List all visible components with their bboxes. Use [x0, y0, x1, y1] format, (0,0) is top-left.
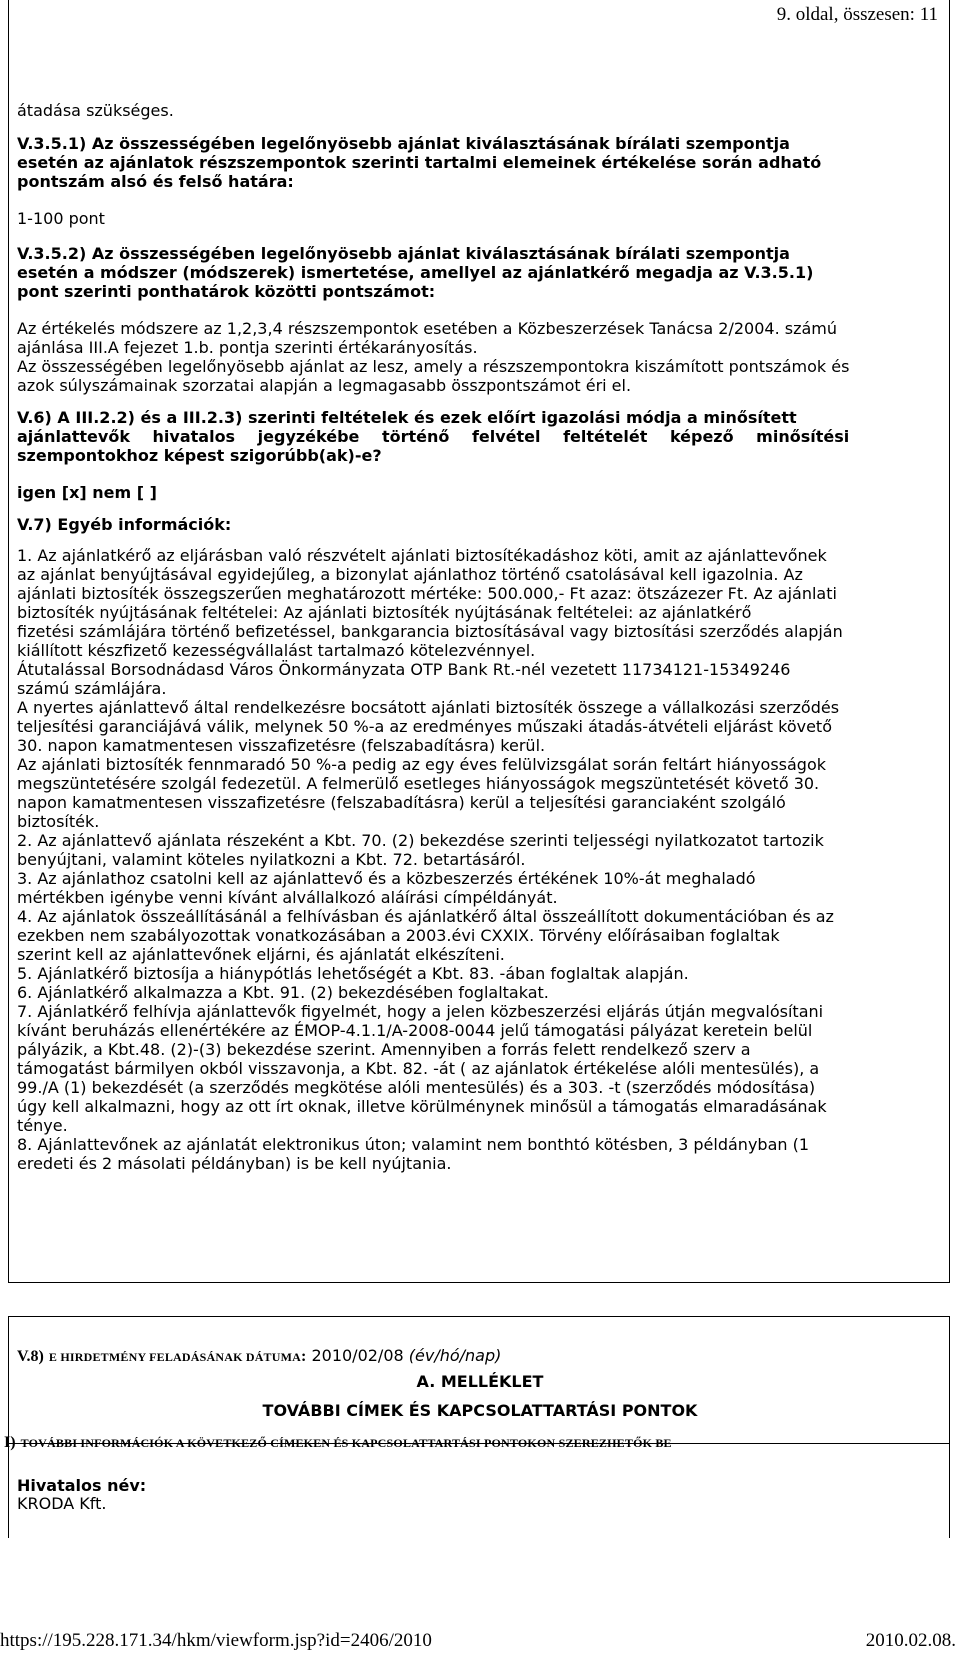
v351-answer: 1-100 pont — [17, 209, 105, 228]
v352-answer-line: Az összességében legelőnyösebb ajánlat az lesz, amely a részszempontokra kiszámított pontszámok és — [17, 357, 850, 376]
v7-line: napon kamatmentesen visszafizetésre (felszabadításra) kerül a teljesítési garanciaként szolgáló — [17, 793, 786, 812]
v352-line: V.3.5.2) Az összességében legelőnyösebb ajánlat kiválasztásának bírálati szempontja — [17, 244, 790, 263]
v6-question — [17, 408, 937, 465]
v7-line: teljesítési garanciájává válik, melynek 50 %-a az eredményes műszaki átadás-átvételi eljárást követő — [17, 717, 832, 736]
v7-line: fizetési számlájára történő befizetéssel, bankgarancia biztosításával vagy biztosítási szerződés alapján — [17, 622, 843, 641]
v7-line: A nyertes ajánlattevő által rendelkezésre bocsátott ajánlati biztosíték összege a vállalkozási szerződés — [17, 698, 840, 717]
v7-line: 2. Az ajánlattevő ajánlata részeként a Kbt. 70. (2) bekezdése szerinti teljességi nyilatkozatot tartozik — [17, 831, 824, 850]
v8-colon: : — [301, 1348, 307, 1365]
v7-line: pályázik, a Kbt.48. (2)-(3) bekezdése szerint. Amennyiben a forrás felett rendelkező szerv a — [17, 1040, 751, 1059]
v351-line: pontszám alsó és felső határa: — [17, 172, 294, 191]
v7-title: V.7) Egyéb információk: — [17, 515, 232, 534]
v7-line: 4. Az ajánlatok összeállításánál a felhívásban és ajánlatkérő által összeállított dokumentációban és az — [17, 907, 834, 926]
v352-line: esetén a módszer (módszerek) ismertetése, amellyel az ajánlatkérő megadja az V.3.5.1) — [17, 263, 814, 282]
v7-line: Az ajánlati biztosíték fennmaradó 50 %-a pedig az egy éves felülvizsgálat során feltárt hiányosságok — [17, 755, 827, 774]
v7-line: kiállított készfizető kezességvállalást tartalmazó kötelezvénnyel. — [17, 641, 536, 660]
v351-line: esetén az ajánlatok részszempontok szerinti tartalmi elemeinek értékelése során adható — [17, 153, 822, 172]
v6-line: ajánlattevők hivatalos jegyzékébe történő felvétel feltételét képező minősítési — [17, 427, 850, 446]
intro-text: átadása szükséges. — [17, 101, 174, 120]
v7-line: 8. Ajánlattevőnek az ajánlatát elektronikus úton; valamint nem bonthtó kötésben, 3 példányban (1 — [17, 1135, 810, 1154]
annex-i-label: TOVÁBBI INFORMÁCIÓK A KÖVETKEZŐ CÍMEKEN ÉS KAPCSOLATTARTÁSI PONTOKON SZEREZHETŐK BE — [20, 1436, 672, 1450]
v7-line: 30. napon kamatmentesen visszafizetésre (felszabadításra) kerül. — [17, 736, 546, 755]
v7-line: megszüntetésére szolgál fedezetül. A felmerülő esetleges hiányosságok megszüntetését követő 30. — [17, 774, 820, 793]
v7-line: szerint kell az ajánlattevőnek eljárni, és ajánlatát elkészíteni. — [17, 945, 505, 964]
v8-label: E HIRDETMÉNY FELADÁSÁNAK DÁTUMA — [48, 1350, 302, 1364]
v7-line: ténye. — [17, 1116, 68, 1135]
v8-line — [17, 1346, 937, 1367]
v7-line: Átutalással Borsodnádasd Város Önkormányzata OTP Bank Rt.-nél vezetett 11734121-15349246 — [17, 660, 791, 679]
v7-line: ajánlati biztosíték összegszerűen meghatározott mértéke: 500.000,- Ft azaz: ötszázezer Ft. Az ajánlati — [17, 584, 837, 603]
v352-answer — [17, 319, 937, 395]
v7-line: az ajánlat benyújtásával egyidejűleg, a bizonylat ajánlathoz történő csatolásával kell igazolnia. Az — [17, 565, 803, 584]
v7-line: mértékben igénybe venni kívánt alvállalkozó aláírási címpéldányát. — [17, 888, 558, 907]
v7-line: kívánt beruházás ellenértékére az ÉMOP-4.1.1/A-2008-0044 jelű támogatási pályázat keretein belül — [17, 1021, 813, 1040]
v352-answer-line: Az értékelés módszere az 1,2,3,4 részszempontok esetében a Közbeszerzések Tanácsa 2/2004. számú — [17, 319, 837, 338]
v8-date: 2010/02/08 — [311, 1346, 404, 1365]
v8-format: (év/hó/nap) — [408, 1346, 502, 1365]
v6-answer: igen [x] nem [ ] — [17, 483, 157, 502]
page-number-header: 9. oldal, összesen: 11 — [776, 4, 938, 25]
v352-answer-line: ajánlása III.A fejezet 1.b. pontja szerinti értékarányosítás. — [17, 338, 478, 357]
v351-line: V.3.5.1) Az összességében legelőnyösebb ajánlat kiválasztásának bírálati szempontja — [17, 134, 790, 153]
v352-line: pont szerinti ponthatárok közötti pontszámot: — [17, 282, 436, 301]
v7-line: biztosíték nyújtásának feltételei: Az ajánlati biztosíték nyújtásának feltételei: az ajánlatkérő — [17, 603, 752, 622]
annex-frame-right — [949, 1442, 950, 1538]
v352-question — [17, 244, 937, 301]
v7-line: biztosíték. — [17, 812, 100, 831]
official-name-label: Hivatalos név: — [17, 1476, 147, 1495]
annex-title: A. MELLÉKLET — [416, 1372, 544, 1391]
footer-date: 2010.02.08. — [865, 1630, 956, 1651]
v7-line: 6. Ajánlatkérő alkalmazza a Kbt. 91. (2) bekezdésében foglaltakat. — [17, 983, 549, 1002]
v7-line: 7. Ajánlatkérő felhívja ajánlattevők figyelmét, hogy a jelen közbeszerzési eljárás útján megvalósítani — [17, 1002, 824, 1021]
v7-line: számú számlájára. — [17, 679, 167, 698]
v7-line: eredeti és 2 másolati példányban) is be kell nyújtania. — [17, 1154, 452, 1173]
v6-line: V.6) A III.2.2) és a III.2.3) szerinti feltételek és ezek előírt igazolási módja a minősített — [17, 408, 797, 427]
footer-url: https://195.228.171.34/hkm/viewform.jsp?id=2406/2010 — [0, 1630, 432, 1651]
v7-line: 1. Az ajánlatkérő az eljárásban való részvételt ajánlati biztosítékadáshoz köti, amit az ajánlattevőnek — [17, 546, 827, 565]
official-name-value: KRODA Kft. — [17, 1494, 107, 1513]
v8-prefix: V.8) — [17, 1348, 44, 1365]
v7-line: 5. Ajánlatkérő biztosíja a hiánypótlás lehetőségét a Kbt. 83. -ában foglaltak alapján. — [17, 964, 689, 983]
annex-subtitle: TOVÁBBI CÍMEK ÉS KAPCSOLATTARTÁSI PONTOK — [262, 1401, 698, 1420]
v7-line: támogatást bármilyen okból visszavonja, a Kbt. 82. -át ( az ajánlatok értékelése alóli mentesülés), a — [17, 1059, 820, 1078]
annex-frame-left — [8, 1442, 9, 1538]
v7-line: ezekben nem szabályozottak vonatkozásában a 2003.évi CXXIX. Törvény előírásaiban foglaltak — [17, 926, 780, 945]
v351-question — [17, 134, 937, 191]
v7-line: benyújtani, valamint köteles nyilatkozni a Kbt. 72. betartásáról. — [17, 850, 526, 869]
v7-line: 99./A (1) bekezdését (a szerződés megkötése alóli mentesülés) és a 303. -t (szerződés módosítása) — [17, 1078, 816, 1097]
v7-body — [17, 546, 937, 1173]
annex-i-line — [4, 1432, 924, 1453]
v6-line: szempontokhoz képest szigorúbb(ak)-e? — [17, 446, 382, 465]
v7-line: 3. Az ajánlathoz csatolni kell az ajánlattevő és a közbeszerzés értékének 10%-át meghaladó — [17, 869, 756, 888]
v7-line: úgy kell alkalmazni, hogy az ott írt oknak, illetve körülménynek minősül a támogatás elmaradásának — [17, 1097, 827, 1116]
v352-answer-line: azok súlyszámainak szorzatai alapján a legmagasabb összpontszámot éri el. — [17, 376, 632, 395]
annex-i-prefix: I) — [4, 1434, 16, 1451]
